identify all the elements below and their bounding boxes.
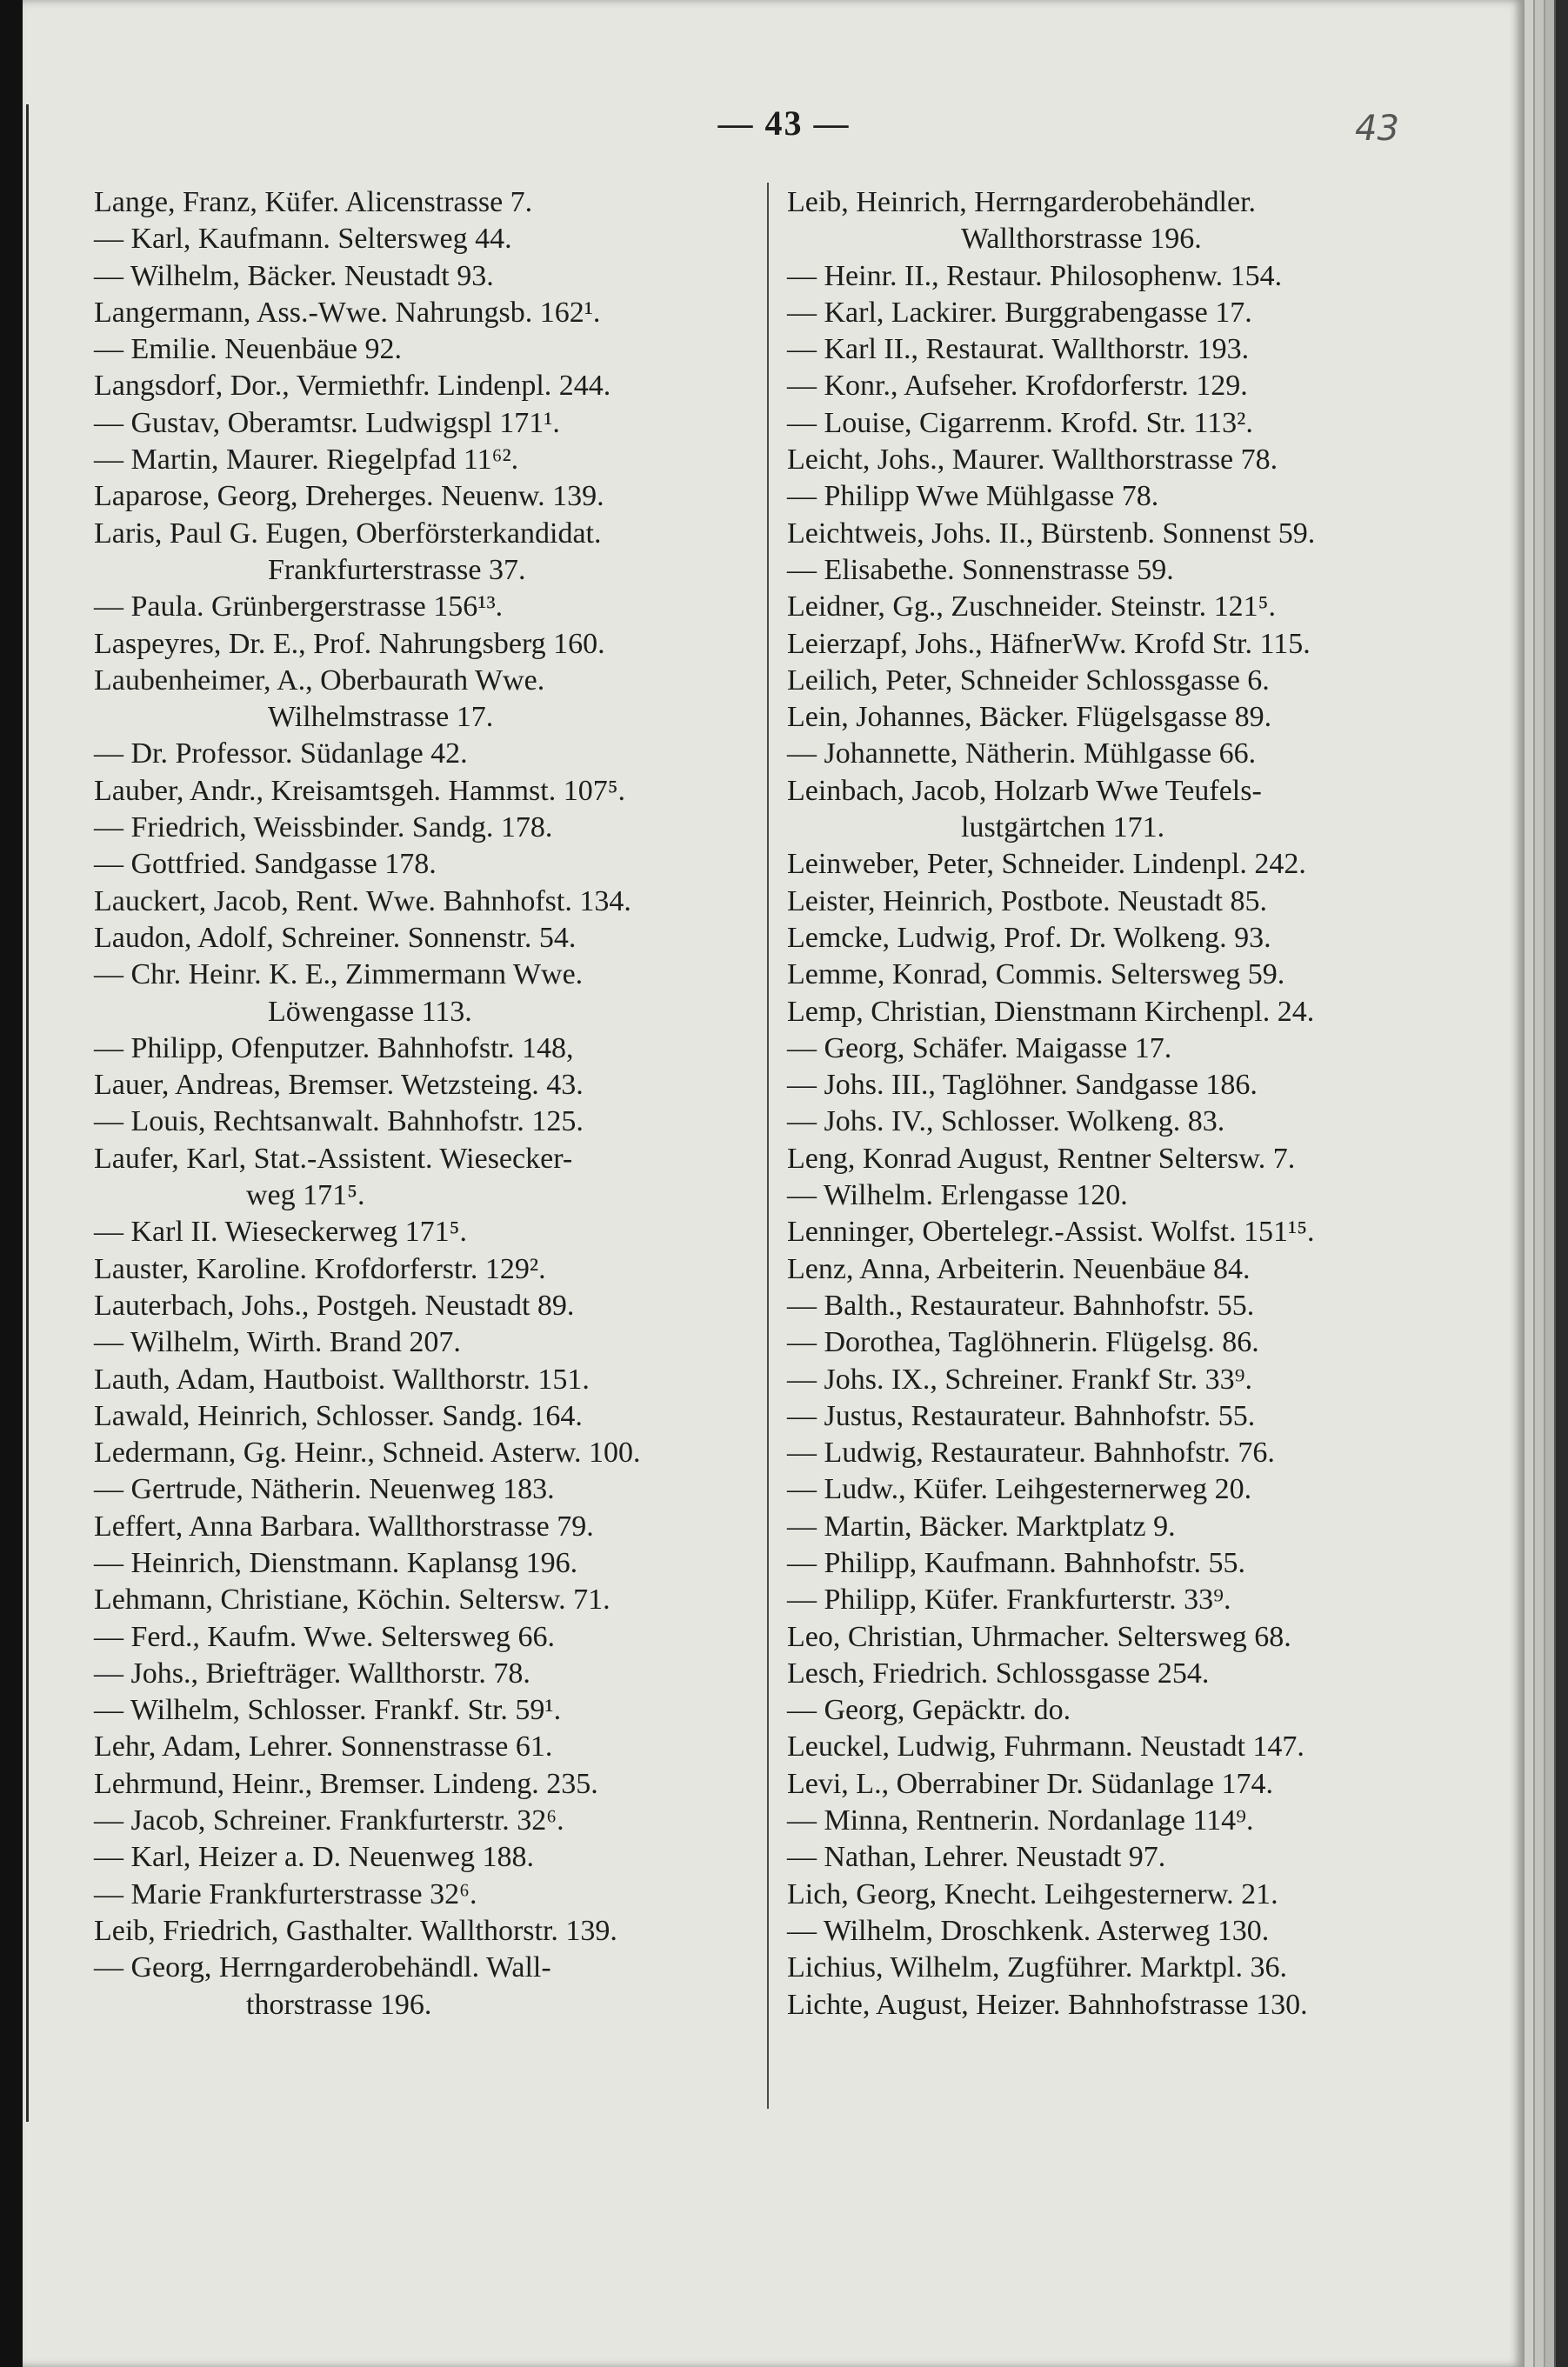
directory-entry-line: — Philipp, Ofenputzer. Bahnhofstr. 148, xyxy=(94,1031,574,1064)
directory-entry-line: Lesch, Friedrich. Schlossgasse 254. xyxy=(787,1657,1210,1690)
directory-entry-line: weg 171⁵. xyxy=(246,1179,365,1212)
directory-entry-line: — Philipp, Kaufmann. Bahnhofstr. 55. xyxy=(787,1546,1245,1579)
directory-entry-line: — Jacob, Schreiner. Frankfurterstr. 32⁶. xyxy=(94,1804,564,1837)
directory-entry-line: Lange, Franz, Küfer. Alicenstrasse 7. xyxy=(94,186,533,218)
directory-entry-line: — Gustav, Oberamtsr. Ludwigspl 171¹. xyxy=(94,406,560,439)
directory-entry-line: Lauster, Karoline. Krofdorferstr. 129². xyxy=(94,1252,546,1285)
page-edge xyxy=(1544,0,1554,2367)
directory-entry-line: — Karl, Lackirer. Burggrabengasse 17. xyxy=(787,296,1252,329)
directory-entry-line: — Karl, Kaufmann. Seltersweg 44. xyxy=(94,223,512,256)
directory-entry-line: — Martin, Bäcker. Marktplatz 9. xyxy=(787,1510,1176,1543)
directory-entry-line: — Nathan, Lehrer. Neustadt 97. xyxy=(787,1841,1166,1874)
directory-entry-line: — Johs. IX., Schreiner. Frankf Str. 33⁹. xyxy=(787,1363,1253,1396)
directory-entry-line: — Wilhelm. Erlengasse 120. xyxy=(787,1179,1128,1212)
handwritten-page-number: 43 xyxy=(1355,109,1399,149)
directory-entry-line: Lauckert, Jacob, Rent. Wwe. Bahnhofst. 134. xyxy=(94,884,631,917)
scanner-background-right xyxy=(1554,0,1568,2367)
directory-entry-line: — Chr. Heinr. K. E., Zimmermann Wwe. xyxy=(94,958,584,991)
directory-entry-line: — Emilie. Neuenbäue 92. xyxy=(94,333,403,366)
directory-entry-line: — Marie Frankfurterstrasse 32⁶. xyxy=(94,1877,477,1910)
directory-entry-line: — Elisabethe. Sonnenstrasse 59. xyxy=(787,553,1174,586)
directory-entry-line: Leo, Christian, Uhrmacher. Seltersweg 68. xyxy=(787,1620,1291,1653)
directory-entry-line: Lein, Johannes, Bäcker. Flügelsgasse 89. xyxy=(787,701,1272,734)
directory-entry-line: Lemp, Christian, Dienstmann Kirchenpl. 24. xyxy=(787,995,1315,1028)
directory-entry-line: Lauer, Andreas, Bremser. Wetzsteing. 43. xyxy=(94,1069,584,1102)
directory-entry-line: — Georg, Herrngarderobehändl. Wall- xyxy=(94,1951,551,1984)
directory-entry-line: Lichte, August, Heizer. Bahnhofstrasse 130. xyxy=(787,1988,1308,2021)
directory-entry-line: — Heinr. II., Restaur. Philosophenw. 154. xyxy=(787,259,1283,292)
directory-entry-line: — Wilhelm, Bäcker. Neustadt 93. xyxy=(94,259,494,292)
directory-entry-line: — Philipp Wwe Mühlgasse 78. xyxy=(787,480,1159,513)
directory-entry-line: — Johs. IV., Schlosser. Wolkeng. 83. xyxy=(787,1105,1225,1138)
directory-entry-line: — Martin, Maurer. Riegelpfad 11⁶². xyxy=(94,443,519,477)
directory-entry-line: Laspeyres, Dr. E., Prof. Nahrungsberg 160. xyxy=(94,627,605,660)
directory-entry-line: — Konr., Aufseher. Krofdorferstr. 129. xyxy=(787,370,1248,403)
directory-entry-line: Leilich, Peter, Schneider Schlossgasse 6. xyxy=(787,663,1270,697)
directory-entry-line: Laris, Paul G. Eugen, Oberförsterkandidat. xyxy=(94,517,602,550)
directory-entry-line: — Wilhelm, Droschkenk. Asterweg 130. xyxy=(787,1914,1270,1947)
directory-entry-line: — Georg, Schäfer. Maigasse 17. xyxy=(787,1031,1172,1064)
directory-entry-line: Lemme, Konrad, Commis. Seltersweg 59. xyxy=(787,958,1285,991)
directory-entry-line: Leister, Heinrich, Postbote. Neustadt 85. xyxy=(787,884,1267,917)
directory-entry-line: Leib, Heinrich, Herrngarderobehändler. xyxy=(787,186,1257,218)
directory-entry-line: Leffert, Anna Barbara. Wallthorstrasse 79. xyxy=(94,1510,594,1543)
directory-entry-line: Leng, Konrad August, Rentner Seltersw. 7. xyxy=(787,1142,1296,1175)
directory-entry-line: — Louise, Cigarrenm. Krofd. Str. 113². xyxy=(787,406,1253,439)
directory-entry-line: — Gertrude, Nätherin. Neuenweg 183. xyxy=(94,1473,555,1506)
directory-entry-line: thorstrasse 196. xyxy=(246,1988,432,2021)
directory-entry-line: — Paula. Grünbergerstrasse 156¹³. xyxy=(94,590,504,623)
directory-entry-line: Lenz, Anna, Arbeiterin. Neuenbäue 84. xyxy=(787,1252,1251,1285)
directory-entry-line: Ledermann, Gg. Heinr., Schneid. Asterw. 100. xyxy=(94,1437,641,1470)
directory-entry-line: Wilhelmstrasse 17. xyxy=(268,701,494,734)
right-column xyxy=(787,184,1439,2024)
directory-entry-line: — Karl II. Wieseckerweg 171⁵. xyxy=(94,1216,468,1249)
directory-entry-line: Lehmann, Christiane, Köchin. Seltersw. 71. xyxy=(94,1584,611,1617)
directory-entry-line: Leuckel, Ludwig, Fuhrmann. Neustadt 147. xyxy=(787,1730,1304,1764)
directory-entry-line: — Louis, Rechtsanwalt. Bahnhofstr. 125. xyxy=(94,1105,584,1138)
directory-entry-line: — Minna, Rentnerin. Nordanlage 114⁹. xyxy=(787,1804,1254,1837)
page-edge xyxy=(1523,0,1533,2367)
directory-entry-line: — Johs. III., Taglöhner. Sandgasse 186. xyxy=(787,1069,1258,1102)
page-edge xyxy=(1533,0,1544,2367)
directory-entry-line: Lenninger, Obertelegr.-Assist. Wolfst. 151¹⁵. xyxy=(787,1216,1315,1249)
directory-entry-line: — Ludwig, Restaurateur. Bahnhofstr. 76. xyxy=(787,1437,1275,1470)
directory-entry-line: — Ludw., Küfer. Leihgesternerweg 20. xyxy=(787,1473,1252,1506)
directory-entry-line: Leicht, Johs., Maurer. Wallthorstrasse 78. xyxy=(787,443,1278,477)
directory-entry-line: Laudon, Adolf, Schreiner. Sonnenstr. 54. xyxy=(94,921,577,954)
directory-entry-line: Laufer, Karl, Stat.-Assistent. Wiesecker- xyxy=(94,1142,573,1175)
directory-entry-line: — Philipp, Küfer. Frankfurterstr. 33⁹. xyxy=(787,1584,1231,1617)
directory-entry-line: Lauber, Andr., Kreisamtsgeh. Hammst. 107⁵. xyxy=(94,774,626,807)
directory-entry-line: Laparose, Georg, Dreherges. Neuenw. 139. xyxy=(94,480,604,513)
directory-entry-line: — Dorothea, Taglöhnerin. Flügelsg. 86. xyxy=(787,1326,1259,1359)
directory-entry-line: Leidner, Gg., Zuschneider. Steinstr. 121⁵. xyxy=(787,590,1276,623)
directory-entry-line: Leichtweis, Johs. II., Bürstenb. Sonnenst 59. xyxy=(787,517,1316,550)
scanner-background-left xyxy=(0,0,23,2367)
directory-entry-line: Leinbach, Jacob, Holzarb Wwe Teufels- xyxy=(787,774,1262,807)
directory-entry-line: — Wilhelm, Schlosser. Frankf. Str. 59¹. xyxy=(94,1694,562,1727)
directory-entry-line: — Johs., Briefträger. Wallthorstr. 78. xyxy=(94,1657,530,1690)
directory-entry-line: Lichius, Wilhelm, Zugführer. Marktpl. 36. xyxy=(787,1951,1287,1984)
directory-entry-line: Langsdorf, Dor., Vermiethfr. Lindenpl. 244. xyxy=(94,370,611,403)
directory-entry-line: — Friedrich, Weissbinder. Sandg. 178. xyxy=(94,811,553,844)
column-divider xyxy=(767,183,769,2109)
directory-entry-line: — Gottfried. Sandgasse 178. xyxy=(94,848,437,881)
directory-entry-line: Leib, Friedrich, Gasthalter. Wallthorstr. 139. xyxy=(94,1914,617,1947)
directory-entry-line: Leinweber, Peter, Schneider. Lindenpl. 242. xyxy=(787,848,1306,881)
directory-entry-line: Wallthorstrasse 196. xyxy=(961,223,1202,256)
directory-entry-line: — Heinrich, Dienstmann. Kaplansg 196. xyxy=(94,1546,578,1579)
directory-entry-line: Lich, Georg, Knecht. Leihgesternerw. 21. xyxy=(787,1877,1278,1910)
directory-entry-line: — Johannette, Nätherin. Mühlgasse 66. xyxy=(787,737,1257,770)
directory-entry-line: lustgärtchen 171. xyxy=(961,811,1165,844)
directory-entry-line: — Karl, Heizer a. D. Neuenweg 188. xyxy=(94,1841,535,1874)
directory-entry-line: Leierzapf, Johs., HäfnerWw. Krofd Str. 115. xyxy=(787,627,1311,660)
directory-entry-line: Lemcke, Ludwig, Prof. Dr. Wolkeng. 93. xyxy=(787,921,1271,954)
directory-entry-line: — Karl II., Restaurat. Wallthorstr. 193. xyxy=(787,333,1250,366)
directory-entry-line: Levi, L., Oberrabiner Dr. Südanlage 174. xyxy=(787,1767,1273,1800)
directory-entry-line: Lehr, Adam, Lehrer. Sonnenstrasse 61. xyxy=(94,1730,553,1764)
directory-entry-line: — Dr. Professor. Südanlage 42. xyxy=(94,737,468,770)
directory-entry-line: — Georg, Gepäcktr. do. xyxy=(787,1694,1071,1727)
directory-entry-line: Lehrmund, Heinr., Bremser. Lindeng. 235. xyxy=(94,1767,598,1800)
directory-entry-line: — Wilhelm, Wirth. Brand 207. xyxy=(94,1326,461,1359)
directory-entry-line: Frankfurterstrasse 37. xyxy=(268,553,526,586)
directory-entry-line: Löwengasse 113. xyxy=(268,995,472,1028)
spine-shadow xyxy=(26,104,29,2122)
directory-entry-line: Lawald, Heinrich, Schlosser. Sandg. 164. xyxy=(94,1399,583,1432)
page-number: — 43 — xyxy=(717,103,851,143)
directory-entry-line: Langermann, Ass.-Wwe. Nahrungsb. 162¹. xyxy=(94,296,601,329)
directory-entry-line: Lauterbach, Johs., Postgeh. Neustadt 89. xyxy=(94,1289,575,1322)
directory-entry-line: — Justus, Restaurateur. Bahnhofstr. 55. xyxy=(787,1399,1256,1432)
directory-entry-line: Laubenheimer, A., Oberbaurath Wwe. xyxy=(94,663,545,697)
directory-entry-line: Lauth, Adam, Hautboist. Wallthorstr. 151. xyxy=(94,1363,590,1396)
directory-entry-line: — Ferd., Kaufm. Wwe. Seltersweg 66. xyxy=(94,1620,556,1653)
directory-entry-line: — Balth., Restaurateur. Bahnhofstr. 55. xyxy=(787,1289,1255,1322)
left-column xyxy=(94,184,764,2024)
